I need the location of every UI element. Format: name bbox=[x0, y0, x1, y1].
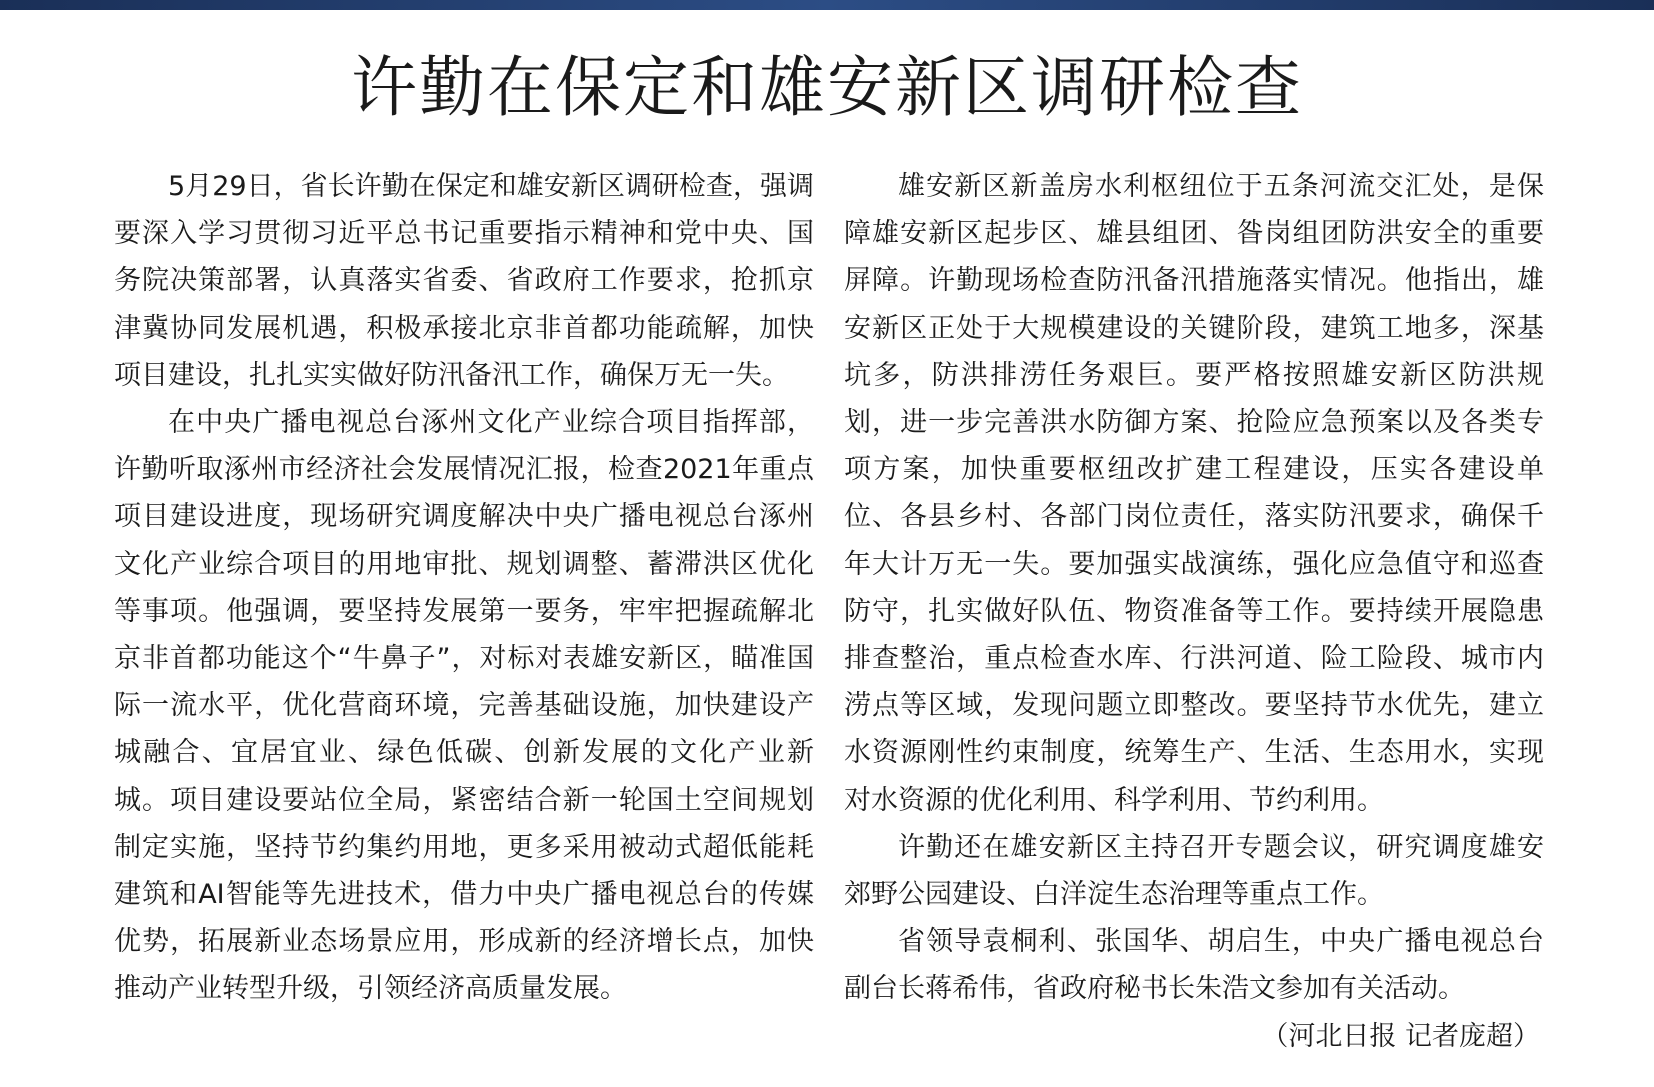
paragraph: 雄安新区新盖房水利枢纽位于五条河流交汇处，是保障雄安新区起步区、雄县组团、昝岗组团防洪安全的重要屏障。许勤现场检查防汛备汛措施落实情况。他指出，雄安新区正处于大规模建设的关键阶段，建筑工地多，深基坑多，防洪排涝任务艰巨。要严格按照雄安新区防洪规划，进一步完善洪水防御方案、抢险应急预案以及各类专项方案，加快重要枢纽改扩建工程建设，压实各建设单位、各县乡村、各部门岗位责任，落实防汛要求，确保千年大计万无一失。要加强实战演练，强化应急值守和巡查防守，扎实做好队伍、物资准备等工作。要持续开展隐患排查整治，重点检查水库、行洪河道、险工险段、城市内涝点等区域，发现问题立即整改。要坚持节水优先，建立水资源刚性约束制度，统筹生产、生活、生态用水，实现对水资源的优化利用、科学利用、节约利用。 bbox=[844, 171, 1544, 816]
article-title: 许勤在保定和雄安新区调研检查 bbox=[351, 49, 1303, 126]
article-column-right bbox=[844, 163, 1544, 1060]
top-bar bbox=[0, 0, 1654, 10]
article-column-left bbox=[114, 163, 814, 1013]
paragraph: 许勤还在雄安新区主持召开专题会议，研究调度雄安郊野公园建设、白洋淀生态治理等重点工作。 bbox=[844, 831, 1544, 911]
paragraph: 省领导袁桐利、张国华、胡启生，中央广播电视总台副台长蒋希伟，省政府秘书长朱浩文参加有关活动。 bbox=[844, 926, 1544, 1005]
paragraph: 5月29日，省长许勤在保定和雄安新区调研检查，强调要深入学习贯彻习近平总书记重要指示精神和党中央、国务院决策部署，认真落实省委、省政府工作要求，抢抓京津冀协同发展机遇，积极承接北京非首都功能疏解，加快项目建设，扎扎实实做好防汛备汛工作，确保万无一失。 bbox=[114, 171, 814, 391]
paragraph: 在中央广播电视总台涿州文化产业综合项目指挥部，许勤听取涿州市经济社会发展情况汇报，检查2021年重点项目建设进度，现场研究调度解决中央广播电视总台涿州文化产业综合项目的用地审批、规划调整、蓄滞洪区优化等事项。他强调，要坚持发展第一要务，牢牢把握疏解北京非首都功能这个“牛鼻子”，对标对表雄安新区，瞄准国际一流水平，优化营商环境，完善基础设施，加快建设产城融合、宜居宜业、绿色低碳、创新发展的文化产业新城。项目建设要站位全局，紧密结合新一轮国土空间规划制定实施，坚持节约集约用地，更多采用被动式超低能耗建筑和AI智能等先进技术，借力中央广播电视总台的传媒优势，拓展新业态场景应用，形成新的经济增长点，加快推动产业转型升级，引领经济高质量发展。 bbox=[114, 407, 814, 1005]
byline: （河北日报 记者庞超） bbox=[1261, 1020, 1540, 1052]
